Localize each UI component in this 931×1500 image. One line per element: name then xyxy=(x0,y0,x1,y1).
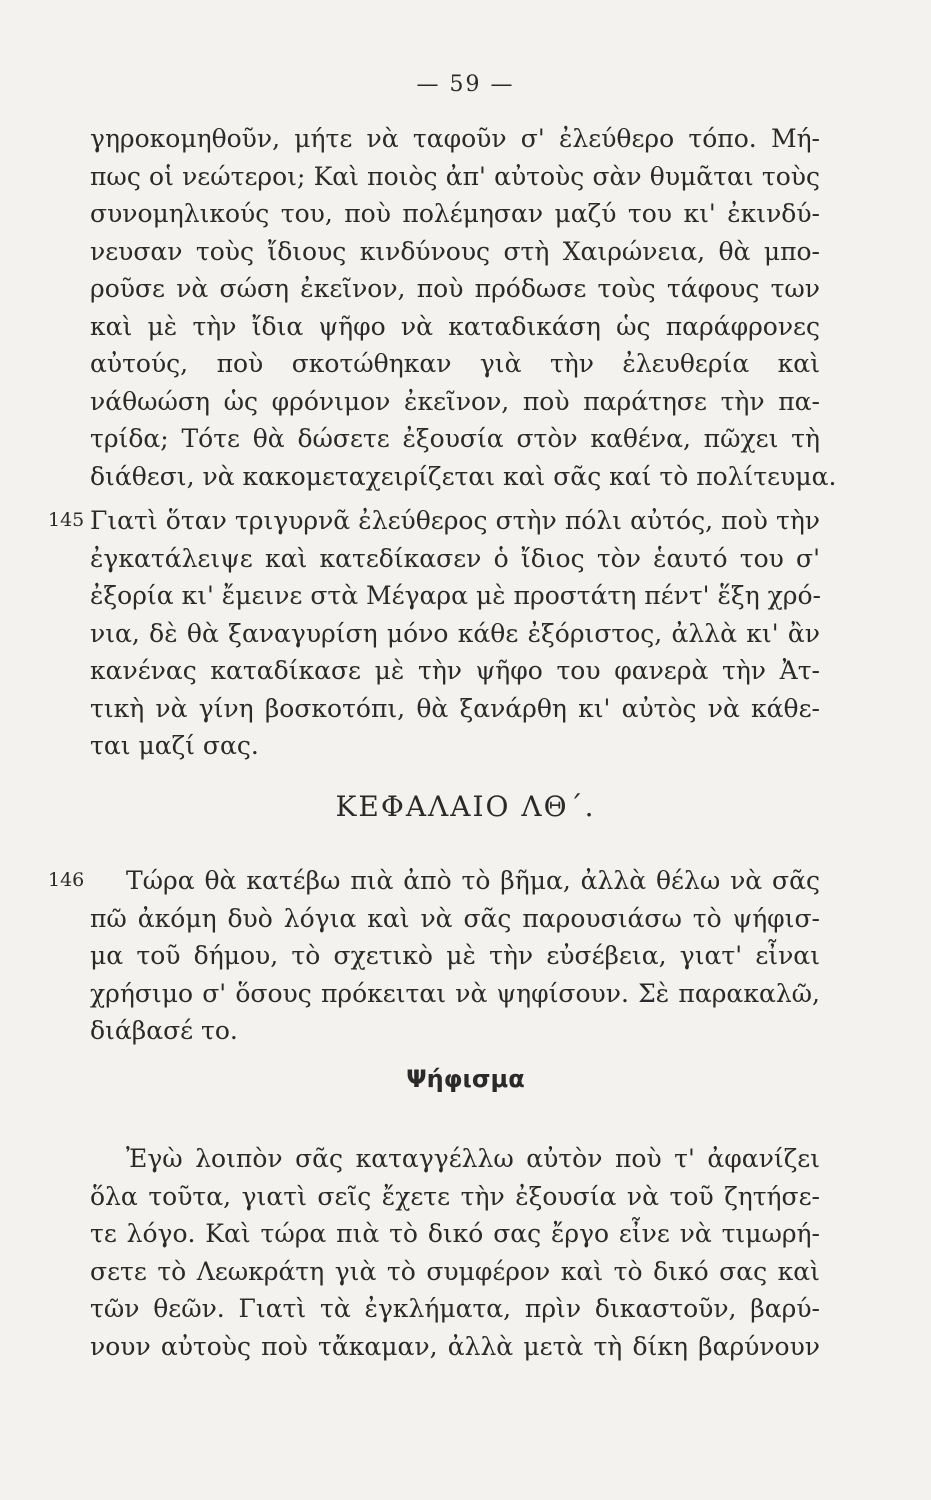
text-line: χρήσιμο σ' ὅσους πρόκειται νὰ ψηφίσουν. Σὲ παρακαλῶ, xyxy=(90,978,820,1008)
text-line: Γιατὶ ὅταν τριγυρνᾶ ἐλεύθερος στὴν πόλι αὐτός, ποὺ τὴν xyxy=(90,506,820,535)
paragraph-continuation xyxy=(90,120,837,495)
section-number-145: 145 xyxy=(48,509,85,531)
text-line: κανένας καταδίκασε μὲ τὴν ψῆφο του φανερὰ τὴν Ἀτ- xyxy=(90,656,820,685)
text-line: αὐτούς, ποὺ σκοτώθηκαν γιὰ τὴν ἐλευθερία καὶ xyxy=(90,349,820,378)
text-line: ροῦσε νὰ σώση ἐκεῖνον, ποὺ πρόδωσε τοὺς τάφους των xyxy=(90,274,820,303)
text-line: νουν αὐτοὺς ποὺ τἄκαμαν, ἀλλὰ μετὰ τὴ δίκη βαρύνουν xyxy=(90,1331,820,1361)
text-line: τρίδα; Τότε θὰ δώσετε ἐξουσία στὸν καθένα, πῶχει τὴ xyxy=(90,424,820,453)
text-line: καὶ μὲ τὴν ἴδια ψῆφο νὰ καταδικάση ὡς παράφρονες xyxy=(90,311,820,341)
chapter-heading: ΚΕΦΑΛΑΙΟ ΛΘ΄. xyxy=(335,790,596,823)
text-line: νάθωώση ὡς φρόνιμον ἐκεῖνον, ποὺ παράτησε τὴν πα- xyxy=(90,386,820,416)
text-line: πῶ ἀκόμη δυὸ λόγια καὶ νὰ σᾶς παρουσιάσω τὸ ψήφισ- xyxy=(90,903,820,933)
text-line: πως οἱ νεώτεροι; Καὶ ποιὸς ἀπ' αὐτοὺς σὰν θυμᾶται τοὺς xyxy=(90,161,820,191)
text-line: τῶν θεῶν. Γιατὶ τὰ ἐγκλήματα, πρὶν δικαστοῦν, βαρύ- xyxy=(90,1294,820,1323)
paragraph-145 xyxy=(90,502,820,765)
text-line: μα τοῦ δήμου, τὸ σχετικὸ μὲ τὴν εὐσέβεια, γιατ' εἶναι xyxy=(90,941,820,970)
text-line: νια, δὲ θὰ ξαναγυρίση μόνο κάθε ἐξόριστος, ἀλλὰ κι' ἂν xyxy=(90,618,820,648)
page-number: — 59 — xyxy=(416,72,515,97)
text-line: γηροκομηθοῦν, μήτε νὰ ταφοῦν σ' ἐλεύθερο τόπο. Μή- xyxy=(90,124,820,153)
text-line: ἐξορία κι' ἔμεινε στὰ Μέγαρα μὲ προστάτη πέντ' ἕξη χρό- xyxy=(90,581,821,610)
text-line: τικὴ νὰ γίνη βοσκοτόπι, θὰ ξανάρθη κι' αὐτὸς νὰ κάθε- xyxy=(90,693,820,723)
section-number-146: 146 xyxy=(48,869,85,891)
text-line: διάβασέ το. xyxy=(90,1016,238,1045)
text-line: συνομηλικούς του, ποὺ πολέμησαν μαζύ του κι' ἐκινδύ- xyxy=(90,199,820,228)
paragraph-decree xyxy=(90,1140,820,1365)
text-line: Τώρα θὰ κατέβω πιὰ ἀπὸ τὸ βῆμα, ἀλλὰ θέλω νὰ σᾶς xyxy=(126,866,820,895)
text-line: διάθεσι, νὰ κακομεταχειρίζεται καὶ σᾶς καί τὸ πολίτευμα. xyxy=(90,461,837,491)
text-line: Ἐγὼ λοιπὸν σᾶς καταγγέλλω αὐτὸν ποὺ τ' ἀφανίζει xyxy=(126,1144,820,1173)
text-line: σετε τὸ Λεωκράτη γιὰ τὸ συμφέρον καὶ τὸ δικό σας καὶ xyxy=(90,1256,820,1286)
text-line: τε λόγο. Καὶ τώρα πιὰ τὸ δικό σας ἔργο εἶνε νὰ τιμωρή- xyxy=(90,1219,820,1248)
paragraph-146 xyxy=(90,862,820,1050)
text-line: νευσαν τοὺς ἴδιους κινδύνους στὴ Χαιρώνεια, θὰ μπο- xyxy=(90,236,820,266)
text-line: ὅλα τοῦτα, γιατὶ σεῖς ἔχετε τὴν ἐξουσία νὰ τοῦ ζητήσε- xyxy=(90,1181,820,1211)
text-line: ἐγκατάλειψε καὶ κατεδίκασεν ὁ ἴδιος τὸν ἑαυτό του σ' xyxy=(90,543,820,573)
section-heading: Ψήφισμα xyxy=(406,1065,525,1093)
text-line: ται μαζί σας. xyxy=(90,731,259,760)
